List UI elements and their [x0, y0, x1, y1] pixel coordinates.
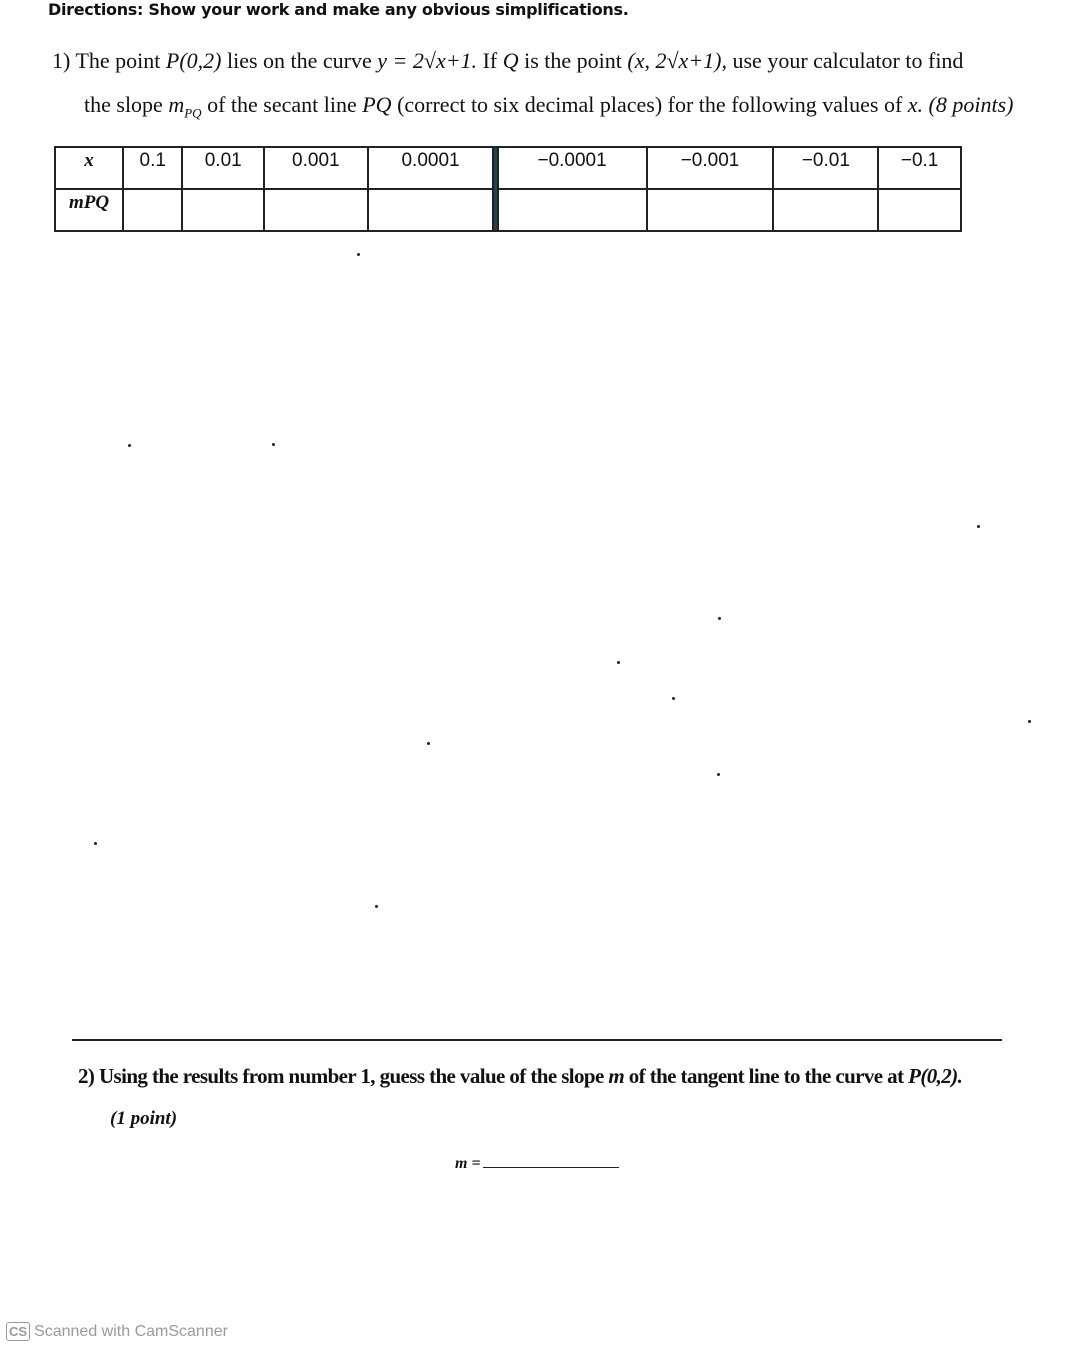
slope-answer-cell[interactable]: [878, 189, 961, 231]
scan-speck: [94, 842, 97, 845]
question-2-line-1: [78, 1064, 962, 1089]
x-cell: −0.001: [647, 147, 774, 189]
x-cell: 0.1: [123, 147, 182, 189]
point-q-label: Q: [502, 48, 519, 73]
watermark-text: Scanned with CamScanner: [34, 1323, 228, 1340]
section-divider: [72, 1039, 1002, 1041]
scan-speck: [977, 525, 980, 528]
scan-speck: [717, 773, 720, 776]
scan-speck: [617, 661, 620, 664]
question-1-line-1: [52, 48, 963, 74]
slope-answer-cell[interactable]: [264, 189, 368, 231]
scan-speck: [128, 444, 131, 447]
scan-speck: [427, 742, 430, 745]
q1-text: the slope: [84, 92, 163, 117]
slope-answer-cell[interactable]: [182, 189, 264, 231]
question-number: 1): [52, 48, 71, 73]
x-cell: 0.001: [264, 147, 368, 189]
q2-points-label: (1 point): [110, 1108, 178, 1129]
point-q-coordinates: (x, 2√x+1),: [627, 48, 727, 73]
answer-field[interactable]: [455, 1155, 619, 1173]
slope-m: m: [608, 1064, 625, 1088]
x-cell: −0.0001: [498, 147, 647, 189]
q1-text: The point: [75, 48, 161, 73]
scan-speck: [357, 253, 360, 256]
point-p: P(0,2): [165, 48, 222, 73]
question-number: 2): [78, 1064, 95, 1088]
slope-symbol: $m_{PQ}$: [168, 92, 202, 121]
slope-answer-cell[interactable]: [498, 189, 647, 231]
curve-equation: y = 2√x+1.: [377, 48, 478, 73]
scan-speck: [272, 443, 275, 446]
directions-text: Directions: Show your work and make any obvious simplifications.: [48, 0, 629, 19]
q1-text: is the point: [524, 48, 622, 73]
x-cell: 0.0001: [368, 147, 494, 189]
scan-speck: [672, 697, 675, 700]
row-header-mpq: mPQ: [55, 189, 123, 231]
secant-label: PQ: [362, 92, 392, 117]
answer-blank[interactable]: [483, 1167, 619, 1168]
x-variable: x.: [907, 92, 924, 117]
q2-text: Using the results from number 1, guess the value of the slope: [98, 1064, 604, 1088]
camscanner-logo: CS: [6, 1322, 30, 1341]
q1-text: (correct to six decimal places) for the following values of: [397, 92, 903, 117]
slope-values-row: [55, 189, 961, 231]
answer-label: m =: [455, 1155, 481, 1172]
points-label: (8 points): [928, 92, 1014, 117]
q1-text: of the secant line: [207, 92, 357, 117]
tangent-point: P(0,2).: [908, 1064, 963, 1088]
secant-slope-table: [54, 146, 962, 232]
question-1-line-2: [84, 92, 1014, 121]
x-values-row: [55, 147, 961, 189]
slope-answer-cell[interactable]: [368, 189, 494, 231]
q1-text: lies on the curve: [226, 48, 372, 73]
q1-text: use your calculator to find: [732, 48, 964, 73]
slope-answer-cell[interactable]: [123, 189, 182, 231]
scan-speck: [718, 617, 721, 620]
scan-speck: [1028, 720, 1031, 723]
q2-text: of the tangent line to the curve at: [628, 1064, 904, 1088]
slope-answer-cell[interactable]: [773, 189, 878, 231]
scan-speck: [375, 905, 378, 908]
row-header-x: x: [55, 147, 123, 189]
x-cell: −0.01: [773, 147, 878, 189]
x-cell: −0.1: [878, 147, 961, 189]
slope-answer-cell[interactable]: [647, 189, 774, 231]
x-cell: 0.01: [182, 147, 264, 189]
camscanner-watermark: [6, 1322, 228, 1341]
q1-text: If: [482, 48, 498, 73]
